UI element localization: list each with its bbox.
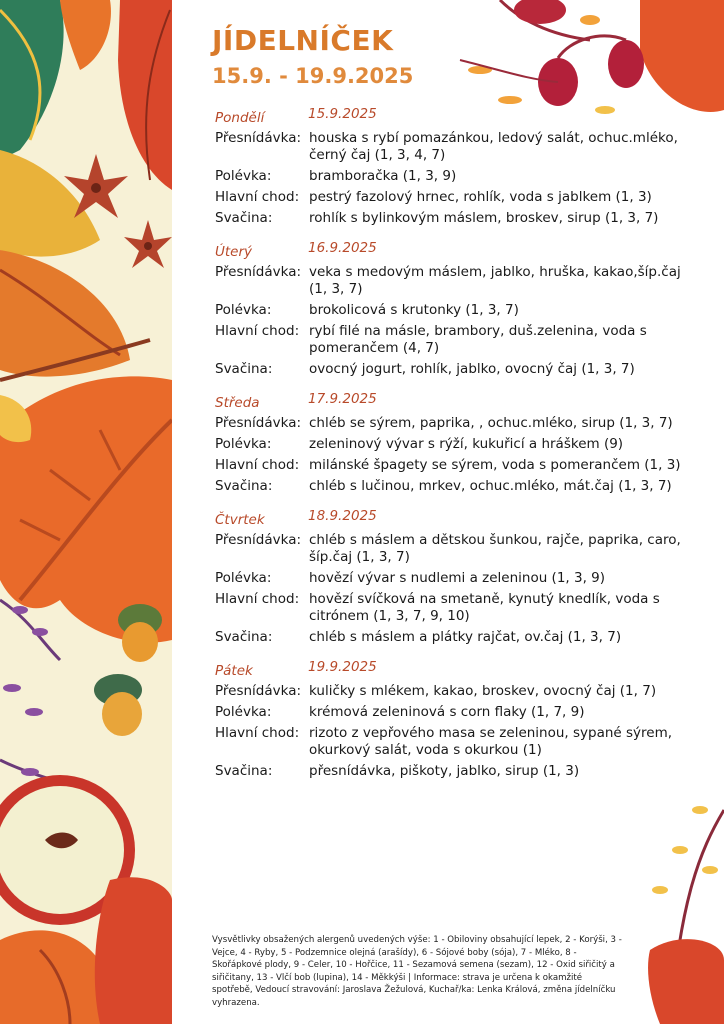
meal-snack [215,478,695,495]
day-block [215,659,695,780]
meal-snack [215,629,695,646]
page-title: JÍDELNÍČEK [212,24,394,57]
meal-text: chléb s lučinou, mrkev, ochuc.mléko, mát.čaj (1, 3, 7) [309,478,672,494]
day-name: Čtvrtek [215,512,265,528]
meal-main [215,591,695,625]
day-header [215,659,695,683]
meal-label: Přesnídávka: [215,683,302,699]
meal-text: hovězí vývar s nudlemi a zeleninou (1, 3, 9) [309,570,606,586]
meal-label: Svačina: [215,210,273,226]
meal-label: Přesnídávka: [215,415,302,431]
meal-label: Svačina: [215,361,273,377]
meal-main [215,189,695,206]
day-block [215,240,695,378]
meal-breakfast [215,130,695,164]
meal-label: Svačina: [215,629,273,645]
meal-label: Přesnídávka: [215,264,302,280]
meal-text: chléb se sýrem, paprika, , ochuc.mléko, sirup (1, 3, 7) [309,415,673,431]
meal-text: chléb s máslem a plátky rajčat, ov.čaj (1, 3, 7) [309,629,622,645]
meal-label: Svačina: [215,763,273,779]
day-name: Pondělí [215,110,265,126]
day-date: 18.9.2025 [308,508,377,524]
leaves-illustration [0,0,172,1024]
meal-text: bramboračka (1, 3, 9) [309,168,457,184]
meal-text: hovězí svíčková na smetaně, kynutý knedlík, voda s citrónem (1, 3, 7, 9, 10) [309,591,660,624]
meal-main [215,725,695,759]
meal-label: Hlavní chod: [215,591,300,607]
meal-breakfast [215,532,695,566]
meal-text: houska s rybí pomazánkou, ledový salát, ochuc.mléko, černý čaj (1, 3, 4, 7) [309,130,678,163]
day-header [215,106,695,130]
meal-label: Polévka: [215,704,272,720]
meal-text: brokolicová s krutonky (1, 3, 7) [309,302,519,318]
allergen-footnote: Vysvětlivky obsažených alergenů uvedených výše: 1 - Obiloviny obsahující lepek, 2 - Korýši, 3 - Vejce, 4 - Ryby, 5 - Podzemnice olejná (arašídy), 6 - Sójové boby (sója), 7 - Mléko, 8 - Skořápkové plody, 9 - Celer, 10 - Hořčice, 11 - Sezamová semena (sezam), 12 - Oxid siřičitý a siřičitany, 13 - Vlčí bob (lupina), 14 - Měkkýši | Informace: strava je určena k okamžité spotřebě, Vedoucí stravování: Jaroslava Žežulová, Kuchař/ka: Lenka Králová, změna jídelníčku vyhrazena. [212,935,622,1008]
meal-label: Svačina: [215,478,273,494]
meal-text: pestrý fazolový hrnec, rohlík, voda s jablkem (1, 3) [309,189,652,205]
meal-text: krémová zeleninová s corn flaky (1, 7, 9) [309,704,585,720]
meal-text: přesnídávka, piškoty, jablko, sirup (1, 3) [309,763,580,779]
meal-soup [215,570,695,587]
day-name: Pátek [215,663,253,679]
meal-text: rybí filé na másle, brambory, duš.zelenina, voda s pomerančem (4, 7) [309,323,647,356]
day-block [215,508,695,646]
meal-label: Přesnídávka: [215,532,302,548]
day-header [215,391,695,415]
meal-label: Polévka: [215,436,272,452]
meal-breakfast [215,415,695,432]
meal-text: chléb s máslem a dětskou šunkou, rajče, paprika, caro, šíp.čaj (1, 3, 7) [309,532,681,565]
meal-label: Polévka: [215,168,272,184]
meal-label: Polévka: [215,570,272,586]
day-header [215,240,695,264]
meal-main [215,323,695,357]
day-name: Středa [215,395,260,411]
meal-soup [215,168,695,185]
meal-text: veka s medovým máslem, jablko, hruška, kakao,šíp.čaj (1, 3, 7) [309,264,681,297]
meal-text: milánské špagety se sýrem, voda s pomerančem (1, 3) [309,457,681,473]
meal-main [215,457,695,474]
menu-days [215,106,695,793]
meal-text: rohlík s bylinkovým máslem, broskev, sirup (1, 3, 7) [309,210,659,226]
meal-label: Hlavní chod: [215,725,300,741]
meal-label: Hlavní chod: [215,189,300,205]
meal-text: zeleninový vývar s rýží, kukuřicí a hráškem (9) [309,436,624,452]
date-range: 15.9. - 19.9.2025 [212,64,414,88]
meal-snack [215,210,695,227]
day-block [215,106,695,227]
autumn-leaves-decoration [0,0,172,1024]
meal-soup [215,704,695,721]
meal-label: Hlavní chod: [215,457,300,473]
day-header [215,508,695,532]
day-date: 15.9.2025 [308,106,377,122]
day-date: 16.9.2025 [308,240,377,256]
day-date: 17.9.2025 [308,391,377,407]
meal-soup [215,436,695,453]
meal-breakfast [215,264,695,298]
meal-breakfast [215,683,695,700]
meal-text: ovocný jogurt, rohlík, jablko, ovocný čaj (1, 3, 7) [309,361,635,377]
meal-label: Hlavní chod: [215,323,300,339]
meal-text: kuličky s mlékem, kakao, broskev, ovocný čaj (1, 7) [309,683,657,699]
meal-soup [215,302,695,319]
meal-label: Přesnídávka: [215,130,302,146]
leaves-corner-illustration [640,790,724,1024]
day-date: 19.9.2025 [308,659,377,675]
meal-snack [215,361,695,378]
meal-text: rizoto z vepřového masa se zeleninou, sypané sýrem, okurkový salát, voda s okurkou (1) [309,725,673,758]
leaves-corner-decoration [640,790,724,1024]
day-name: Úterý [215,244,253,260]
meal-snack [215,763,695,780]
meal-label: Polévka: [215,302,272,318]
day-block [215,391,695,495]
